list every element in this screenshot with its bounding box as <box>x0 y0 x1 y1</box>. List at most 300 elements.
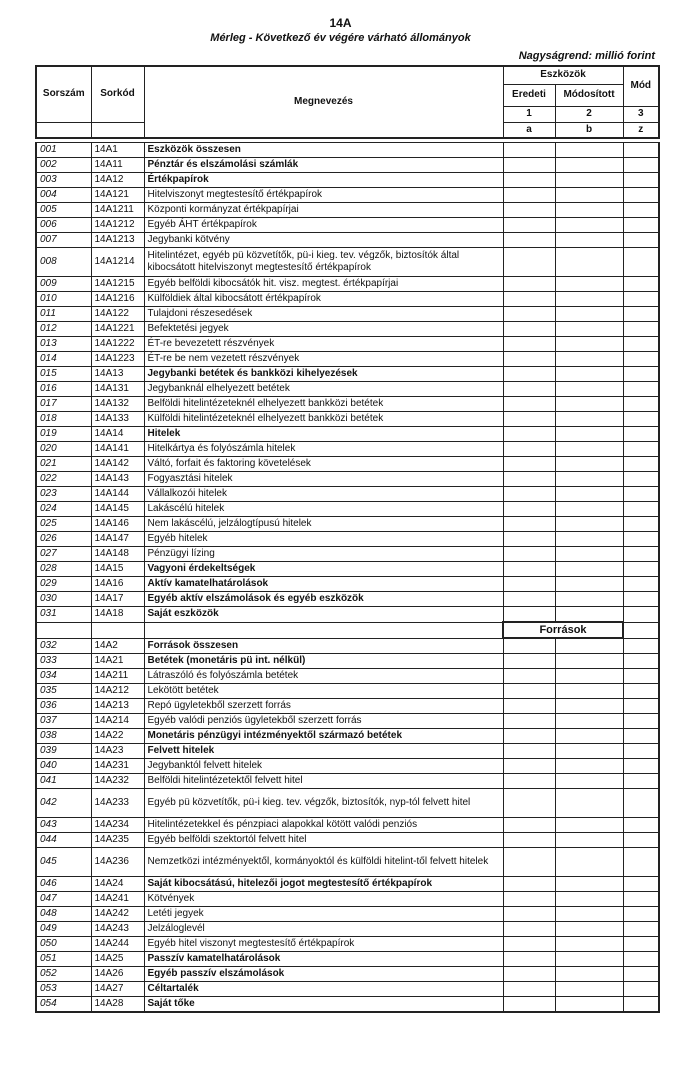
value-modositott[interactable] <box>555 638 623 654</box>
table-row <box>36 218 659 233</box>
value-mod[interactable] <box>623 684 659 699</box>
value-modositott[interactable] <box>555 337 623 352</box>
value-modositott[interactable] <box>555 307 623 322</box>
table-row <box>36 547 659 562</box>
value-eredeti[interactable] <box>503 729 555 744</box>
table-row <box>36 833 659 848</box>
value-eredeti[interactable] <box>503 277 555 292</box>
value-eredeti[interactable] <box>503 592 555 607</box>
value-eredeti[interactable] <box>503 937 555 952</box>
row-code: 14A212 <box>91 684 144 699</box>
row-number: 002 <box>36 158 91 173</box>
value-eredeti[interactable] <box>503 292 555 307</box>
value-mod[interactable] <box>623 203 659 218</box>
value-eredeti[interactable] <box>503 233 555 248</box>
value-eredeti[interactable] <box>503 774 555 789</box>
value-modositott[interactable] <box>555 654 623 669</box>
value-eredeti[interactable] <box>503 833 555 848</box>
value-mod[interactable] <box>623 774 659 789</box>
value-modositott[interactable] <box>555 397 623 412</box>
row-label: Repó ügyletekből szerzett forrás <box>144 699 503 714</box>
value-eredeti[interactable] <box>503 442 555 457</box>
value-eredeti[interactable] <box>503 427 555 442</box>
value-modositott[interactable] <box>555 158 623 173</box>
value-modositott[interactable] <box>555 907 623 922</box>
divider-cell <box>36 622 91 638</box>
row-label: Hitelintézetekkel és pénzpiaci alapokkal kötött valódi penziós <box>144 818 503 833</box>
row-label: Külföldi hitelintézeteknél elhelyezett bankközi betétek <box>144 412 503 427</box>
value-eredeti[interactable] <box>503 248 555 277</box>
value-mod[interactable] <box>623 277 659 292</box>
table-row <box>36 744 659 759</box>
value-mod[interactable] <box>623 818 659 833</box>
value-eredeti[interactable] <box>503 952 555 967</box>
col-eszkozok: Eszközök <box>503 66 623 84</box>
value-eredeti[interactable] <box>503 547 555 562</box>
value-mod[interactable] <box>623 922 659 937</box>
col-sorkod: Sorkód <box>91 66 144 122</box>
value-eredeti[interactable] <box>503 907 555 922</box>
table-row <box>36 952 659 967</box>
value-modositott[interactable] <box>555 277 623 292</box>
row-label: Kötvények <box>144 892 503 907</box>
value-eredeti[interactable] <box>503 457 555 472</box>
row-number: 016 <box>36 382 91 397</box>
row-code: 14A234 <box>91 818 144 833</box>
value-mod[interactable] <box>623 143 659 158</box>
table-row <box>36 577 659 592</box>
value-mod[interactable] <box>623 397 659 412</box>
row-code: 14A21 <box>91 654 144 669</box>
row-number: 004 <box>36 188 91 203</box>
row-number: 052 <box>36 967 91 982</box>
value-eredeti[interactable] <box>503 203 555 218</box>
row-code: 14A141 <box>91 442 144 457</box>
row-code: 14A233 <box>91 789 144 818</box>
row-code: 14A133 <box>91 412 144 427</box>
value-modositott[interactable] <box>555 729 623 744</box>
value-eredeti[interactable] <box>503 654 555 669</box>
row-number: 010 <box>36 292 91 307</box>
value-modositott[interactable] <box>555 188 623 203</box>
value-modositott[interactable] <box>555 218 623 233</box>
value-mod[interactable] <box>623 472 659 487</box>
value-mod[interactable] <box>623 729 659 744</box>
row-number: 039 <box>36 744 91 759</box>
row-label: Vállalkozói hitelek <box>144 487 503 502</box>
value-modositott[interactable] <box>555 442 623 457</box>
value-modositott[interactable] <box>555 744 623 759</box>
value-mod[interactable] <box>623 892 659 907</box>
value-mod[interactable] <box>623 907 659 922</box>
value-mod[interactable] <box>623 457 659 472</box>
value-eredeti[interactable] <box>503 367 555 382</box>
row-code: 14A241 <box>91 892 144 907</box>
value-mod[interactable] <box>623 233 659 248</box>
row-code: 14A244 <box>91 937 144 952</box>
value-modositott[interactable] <box>555 352 623 367</box>
row-number: 011 <box>36 307 91 322</box>
value-modositott[interactable] <box>555 714 623 729</box>
value-mod[interactable] <box>623 442 659 457</box>
value-eredeti[interactable] <box>503 472 555 487</box>
value-mod[interactable] <box>623 218 659 233</box>
value-eredeti[interactable] <box>503 607 555 623</box>
row-number: 023 <box>36 487 91 502</box>
row-code: 14A16 <box>91 577 144 592</box>
row-label: Monetáris pénzügyi intézményektől származó betétek <box>144 729 503 744</box>
value-eredeti[interactable] <box>503 158 555 173</box>
row-label: ÉT-re be nem vezetett részvények <box>144 352 503 367</box>
value-eredeti[interactable] <box>503 699 555 714</box>
table-row <box>36 892 659 907</box>
value-eredeti[interactable] <box>503 218 555 233</box>
row-label: Pénztár és elszámolási számlák <box>144 158 503 173</box>
row-label: Értékpapírok <box>144 173 503 188</box>
table-row <box>36 352 659 367</box>
value-modositott[interactable] <box>555 937 623 952</box>
value-eredeti[interactable] <box>503 997 555 1013</box>
divider-cell <box>144 622 503 638</box>
value-mod[interactable] <box>623 759 659 774</box>
value-eredeti[interactable] <box>503 922 555 937</box>
row-label: Eszközök összesen <box>144 143 503 158</box>
value-mod[interactable] <box>623 744 659 759</box>
value-mod[interactable] <box>623 427 659 442</box>
value-modositott[interactable] <box>555 382 623 397</box>
row-number: 047 <box>36 892 91 907</box>
value-modositott[interactable] <box>555 818 623 833</box>
value-modositott[interactable] <box>555 173 623 188</box>
row-number: 046 <box>36 877 91 892</box>
value-modositott[interactable] <box>555 982 623 997</box>
row-code: 14A147 <box>91 532 144 547</box>
value-eredeti[interactable] <box>503 684 555 699</box>
table-row <box>36 562 659 577</box>
row-code: 14A25 <box>91 952 144 967</box>
value-modositott[interactable] <box>555 774 623 789</box>
row-label: Letéti jegyek <box>144 907 503 922</box>
value-modositott[interactable] <box>555 833 623 848</box>
value-mod[interactable] <box>623 848 659 877</box>
row-code: 14A145 <box>91 502 144 517</box>
value-modositott[interactable] <box>555 367 623 382</box>
table-row <box>36 774 659 789</box>
row-number: 033 <box>36 654 91 669</box>
value-mod[interactable] <box>623 714 659 729</box>
row-code: 14A122 <box>91 307 144 322</box>
header-table <box>35 65 660 139</box>
value-modositott[interactable] <box>555 233 623 248</box>
table-row <box>36 937 659 952</box>
table-row <box>36 922 659 937</box>
row-label: Egyéb pü közvetítők, pü-i kieg. tev. végzők, biztosítók, nyp-tól felvett hitel <box>144 789 503 818</box>
row-label: Lekötött betétek <box>144 684 503 699</box>
row-label: Jegybanki betétek és bankközi kihelyezések <box>144 367 503 382</box>
value-eredeti[interactable] <box>503 173 555 188</box>
value-modositott[interactable] <box>555 292 623 307</box>
value-mod[interactable] <box>623 173 659 188</box>
value-mod[interactable] <box>623 337 659 352</box>
value-modositott[interactable] <box>555 577 623 592</box>
value-modositott[interactable] <box>555 532 623 547</box>
row-label: Saját kibocsátású, hitelezői jogot megtestesítő értékpapírok <box>144 877 503 892</box>
value-modositott[interactable] <box>555 967 623 982</box>
row-code: 14A213 <box>91 699 144 714</box>
value-modositott[interactable] <box>555 922 623 937</box>
row-label: Betétek (monetáris pü int. nélkül) <box>144 654 503 669</box>
value-mod[interactable] <box>623 699 659 714</box>
value-modositott[interactable] <box>555 487 623 502</box>
col-megnevezes: Megnevezés <box>144 66 503 138</box>
table-row <box>36 789 659 818</box>
value-modositott[interactable] <box>555 472 623 487</box>
value-mod[interactable] <box>623 607 659 623</box>
value-modositott[interactable] <box>555 607 623 623</box>
row-label: Hitelkártya és folyószámla hitelek <box>144 442 503 457</box>
value-modositott[interactable] <box>555 143 623 158</box>
value-mod[interactable] <box>623 952 659 967</box>
value-modositott[interactable] <box>555 502 623 517</box>
row-number: 034 <box>36 669 91 684</box>
table-row <box>36 997 659 1013</box>
table-row <box>36 532 659 547</box>
divider-cell <box>91 622 144 638</box>
value-eredeti[interactable] <box>503 143 555 158</box>
table-row <box>36 638 659 654</box>
row-code: 14A236 <box>91 848 144 877</box>
row-label: Jelzáloglevél <box>144 922 503 937</box>
value-mod[interactable] <box>623 833 659 848</box>
value-mod[interactable] <box>623 982 659 997</box>
value-eredeti[interactable] <box>503 487 555 502</box>
value-eredeti[interactable] <box>503 412 555 427</box>
value-mod[interactable] <box>623 517 659 532</box>
value-modositott[interactable] <box>555 892 623 907</box>
value-modositott[interactable] <box>555 457 623 472</box>
balance-table <box>35 142 660 1013</box>
value-modositott[interactable] <box>555 322 623 337</box>
row-number: 043 <box>36 818 91 833</box>
row-number: 038 <box>36 729 91 744</box>
value-mod[interactable] <box>623 158 659 173</box>
value-eredeti[interactable] <box>503 307 555 322</box>
forrasok-divider-row <box>36 622 659 638</box>
value-mod[interactable] <box>623 654 659 669</box>
value-mod[interactable] <box>623 367 659 382</box>
value-modositott[interactable] <box>555 547 623 562</box>
value-eredeti[interactable] <box>503 352 555 367</box>
value-mod[interactable] <box>623 638 659 654</box>
value-eredeti[interactable] <box>503 892 555 907</box>
value-eredeti[interactable] <box>503 877 555 892</box>
value-mod[interactable] <box>623 352 659 367</box>
value-eredeti[interactable] <box>503 818 555 833</box>
value-eredeti[interactable] <box>503 502 555 517</box>
row-label: Látraszóló és folyószámla betétek <box>144 669 503 684</box>
table-row <box>36 848 659 877</box>
row-label: Egyéb hitel viszonyt megtestesítő értékpapírok <box>144 937 503 952</box>
row-code: 14A243 <box>91 922 144 937</box>
value-mod[interactable] <box>623 967 659 982</box>
value-mod[interactable] <box>623 487 659 502</box>
value-modositott[interactable] <box>555 699 623 714</box>
value-mod[interactable] <box>623 248 659 277</box>
row-number: 019 <box>36 427 91 442</box>
value-mod[interactable] <box>623 322 659 337</box>
value-mod[interactable] <box>623 592 659 607</box>
value-mod[interactable] <box>623 669 659 684</box>
value-eredeti[interactable] <box>503 789 555 818</box>
value-mod[interactable] <box>623 188 659 203</box>
value-modositott[interactable] <box>555 517 623 532</box>
row-code: 14A24 <box>91 877 144 892</box>
value-modositott[interactable] <box>555 669 623 684</box>
value-eredeti[interactable] <box>503 397 555 412</box>
value-eredeti[interactable] <box>503 517 555 532</box>
value-mod[interactable] <box>623 307 659 322</box>
value-mod[interactable] <box>623 382 659 397</box>
value-modositott[interactable] <box>555 412 623 427</box>
table-row <box>36 382 659 397</box>
table-row <box>36 699 659 714</box>
row-number: 001 <box>36 143 91 158</box>
value-eredeti[interactable] <box>503 562 555 577</box>
value-modositott[interactable] <box>555 877 623 892</box>
table-row <box>36 487 659 502</box>
table-row <box>36 203 659 218</box>
row-number: 036 <box>36 699 91 714</box>
row-number: 029 <box>36 577 91 592</box>
value-modositott[interactable] <box>555 789 623 818</box>
value-eredeti[interactable] <box>503 188 555 203</box>
row-code: 14A15 <box>91 562 144 577</box>
row-code: 14A121 <box>91 188 144 203</box>
value-modositott[interactable] <box>555 848 623 877</box>
table-row <box>36 427 659 442</box>
value-eredeti[interactable] <box>503 669 555 684</box>
col-sorszam-blank <box>36 122 91 138</box>
row-number: 017 <box>36 397 91 412</box>
value-eredeti[interactable] <box>503 638 555 654</box>
row-number: 025 <box>36 517 91 532</box>
value-mod[interactable] <box>623 562 659 577</box>
table-row <box>36 982 659 997</box>
row-number: 028 <box>36 562 91 577</box>
row-number: 013 <box>36 337 91 352</box>
row-label: Központi kormányzat értékpapírjai <box>144 203 503 218</box>
value-mod[interactable] <box>623 577 659 592</box>
value-modositott[interactable] <box>555 592 623 607</box>
value-eredeti[interactable] <box>503 848 555 877</box>
row-number: 037 <box>36 714 91 729</box>
row-label: Egyéb ÁHT értékpapírok <box>144 218 503 233</box>
value-modositott[interactable] <box>555 684 623 699</box>
row-code: 14A146 <box>91 517 144 532</box>
table-row <box>36 729 659 744</box>
value-eredeti[interactable] <box>503 967 555 982</box>
row-number: 024 <box>36 502 91 517</box>
row-number: 022 <box>36 472 91 487</box>
row-code: 14A132 <box>91 397 144 412</box>
value-mod[interactable] <box>623 532 659 547</box>
col-letter-b: b <box>555 122 623 138</box>
table-row <box>36 592 659 607</box>
row-number: 027 <box>36 547 91 562</box>
value-modositott[interactable] <box>555 952 623 967</box>
table-row <box>36 457 659 472</box>
table-row <box>36 907 659 922</box>
row-label: Egyéb belföldi kibocsátók hit. visz. megtest. értékpapírjai <box>144 277 503 292</box>
value-mod[interactable] <box>623 937 659 952</box>
value-eredeti[interactable] <box>503 714 555 729</box>
form-code: 14A <box>329 16 352 30</box>
row-label: Tulajdoni részesedések <box>144 307 503 322</box>
row-label: Passzív kamatelhatárolások <box>144 952 503 967</box>
value-eredeti[interactable] <box>503 382 555 397</box>
table-row <box>36 367 659 382</box>
row-number: 041 <box>36 774 91 789</box>
row-label: Források összesen <box>144 638 503 654</box>
row-number: 006 <box>36 218 91 233</box>
value-modositott[interactable] <box>555 759 623 774</box>
row-label: ÉT-re bevezetett részvények <box>144 337 503 352</box>
col-modositott: Módosított <box>555 84 623 106</box>
table-row <box>36 337 659 352</box>
value-eredeti[interactable] <box>503 744 555 759</box>
row-code: 14A1213 <box>91 233 144 248</box>
value-mod[interactable] <box>623 412 659 427</box>
value-eredeti[interactable] <box>503 759 555 774</box>
value-modositott[interactable] <box>555 427 623 442</box>
row-code: 14A23 <box>91 744 144 759</box>
value-mod[interactable] <box>623 997 659 1013</box>
value-eredeti[interactable] <box>503 982 555 997</box>
row-code: 14A1 <box>91 143 144 158</box>
value-mod[interactable] <box>623 292 659 307</box>
row-code: 14A1215 <box>91 277 144 292</box>
table-row <box>36 967 659 982</box>
row-code: 14A144 <box>91 487 144 502</box>
table-row <box>36 292 659 307</box>
row-number: 031 <box>36 607 91 623</box>
row-number: 051 <box>36 952 91 967</box>
row-label: Vagyoni érdekeltségek <box>144 562 503 577</box>
value-mod[interactable] <box>623 789 659 818</box>
table-row <box>36 173 659 188</box>
value-mod[interactable] <box>623 877 659 892</box>
value-eredeti[interactable] <box>503 322 555 337</box>
value-mod[interactable] <box>623 502 659 517</box>
row-code: 14A13 <box>91 367 144 382</box>
value-eredeti[interactable] <box>503 577 555 592</box>
value-eredeti[interactable] <box>503 532 555 547</box>
value-eredeti[interactable] <box>503 337 555 352</box>
row-label: Hitelintézet, egyéb pü közvetítők, pü-i kieg. tev. végzők, biztosítók által kibocsátott hitelviszonyt megtestesítő értékpapírok <box>144 248 503 277</box>
value-modositott[interactable] <box>555 203 623 218</box>
row-number: 044 <box>36 833 91 848</box>
row-number: 003 <box>36 173 91 188</box>
value-mod[interactable] <box>623 547 659 562</box>
table-row <box>36 472 659 487</box>
row-code: 14A1214 <box>91 248 144 277</box>
row-code: 14A1221 <box>91 322 144 337</box>
value-modositott[interactable] <box>555 562 623 577</box>
value-modositott[interactable] <box>555 248 623 277</box>
value-modositott[interactable] <box>555 997 623 1013</box>
row-code: 14A1211 <box>91 203 144 218</box>
row-number: 014 <box>36 352 91 367</box>
